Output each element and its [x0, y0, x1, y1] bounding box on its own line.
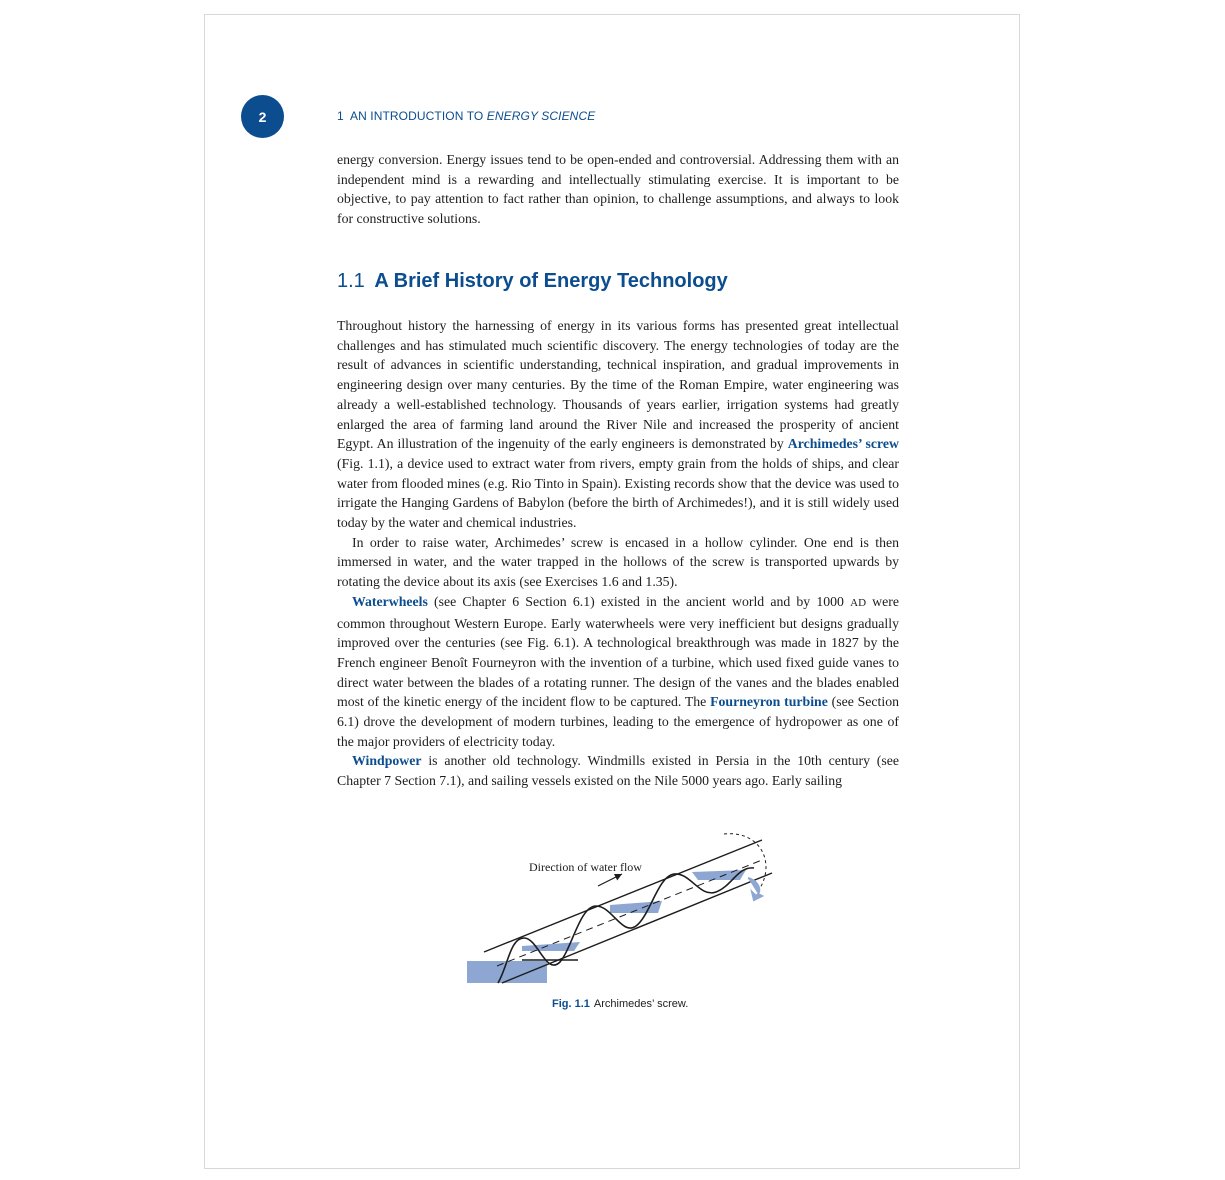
figure-caption — [552, 998, 688, 1010]
paragraph-3 — [337, 592, 899, 752]
rotation-arrow — [724, 834, 766, 894]
body-text — [337, 316, 899, 791]
term-windpower: Windpower — [352, 753, 422, 769]
running-head-chapter: 1 AN INTRODUCTION TO — [337, 109, 487, 123]
figure-caption-number: Fig. 1.1 — [552, 998, 590, 1010]
flow-direction-arrow — [598, 874, 622, 886]
paragraph-3-text-a: (see Chapter 6 Section 6.1) existed in the ancient world and by 1000 — [427, 593, 851, 609]
paragraph-1 — [337, 316, 899, 533]
term-archimedes-screw: Archimedes’ screw — [787, 436, 899, 452]
section-heading — [337, 270, 728, 293]
paragraph-3-text-b: were common throughout Western Europe. Early waterwheels were very inefficient but designs gradually improved over the centuries (see Fig. 6.1). A technological breakthrough was made in 1827 by the French engineer Benoît Fourneyron with the invention of a turbine, which used fixed guide vanes to direct water between the blades of a rotating runner. The design of the vanes and the blades enabled most of the kinetic energy of the incident flow to be captured. The — [337, 593, 899, 710]
running-head-chapter-italic: ENERGY SCIENCE — [486, 109, 596, 123]
flow-direction-label: Direction of water flow — [529, 860, 642, 874]
paragraph-2: In order to raise water, Archimedes’ screw is encased in a hollow cylinder. One end is then immersed in water, and the water trapped in the hollows of the screw is transported upwards by rotating the device about its axis (see Exercises 1.6 and 1.35). — [337, 534, 899, 590]
paragraph-3-text-c: (see Section 6.1) drove the development of modern turbines, leading to the emergence of hydropower as one of the major providers of electricity today. — [337, 694, 899, 749]
paragraph-1-text-b: (Fig. 1.1), a device used to extract water from rivers, empty grain from the holds of ships, and clear water from flooded mines (e.g. Rio Tinto in Spain). Existing records show that the device was used to irrigate the Hanging Gardens of Babylon (before the birth of Archimedes!), and it is still widely used today by the water and chemical industries. — [337, 455, 899, 531]
paragraph-4-text: is another old technology. Windmills existed in Persia in the 10th century (see Chapter 7 Section 7.1), and sailing vessels existed on the Nile 5000 years ago. Early sailing — [337, 753, 899, 789]
section-number: 1.1 — [337, 270, 365, 292]
section-title: A Brief History of Energy Technology — [374, 270, 728, 292]
page-number: 2 — [258, 108, 267, 125]
paragraph-4 — [337, 751, 899, 790]
outflow-arrow — [748, 878, 762, 900]
term-waterwheels: Waterwheels — [352, 593, 428, 609]
paragraph-1-text-a: Throughout history the harnessing of energy in its various forms has presented great intellectual challenges and has stimulated much scientific discovery. The energy technologies of today are the result of advances in scientific understanding, technical inspiration, and gradual improvements in engineering design over many centuries. By the time of the Roman Empire, water engineering was already a well-established technology. Thousands of years earlier, irrigation systems had greatly enlarged the area of farming land around the River Nile and increased the prosperity of ancient Egypt. An illustration of the ingenuity of the early engineers is demonstrated by — [337, 318, 899, 452]
running-head — [337, 109, 595, 123]
archimedes-screw-figure — [462, 826, 782, 991]
page-number-badge — [241, 95, 284, 138]
term-fourneyron-turbine: Fourneyron turbine — [710, 694, 828, 710]
water-pocket-1 — [522, 942, 580, 951]
intro-paragraph: energy conversion. Energy issues tend to be open-ended and controversial. Addressing them with an independent mind is a rewarding and intellectually stimulating exercise. It is important to be objective, to pay attention to fact rather than opinion, to challenge assumptions, and always to look for constructive solutions. — [337, 152, 899, 227]
cylinder-top-line — [484, 840, 762, 952]
water-pool — [467, 961, 547, 983]
intro-block — [337, 150, 899, 229]
era-label: AD — [850, 596, 867, 609]
figure-caption-text: Archimedes’ screw. — [593, 998, 689, 1010]
